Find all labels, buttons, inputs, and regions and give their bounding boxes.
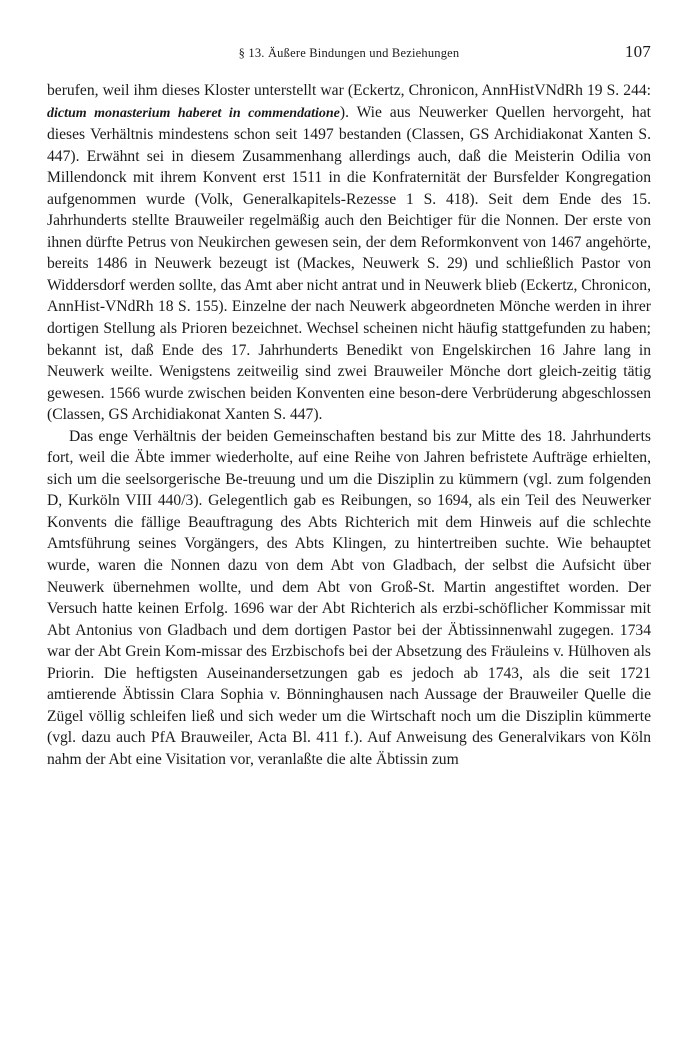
running-header: [47, 40, 651, 66]
paragraph-1-part-b: ). Wie aus Neuwerker Quellen hervorgeht, hat dieses Verhältnis mindestens schon seit 1497 bestanden (Classen, GS Archidiakonat Xanten S. 447). Erwähnt sei in diesem Zusammenhang allerdings auch, daß die Meisterin Odilia von Millendonck mit ihrem Konvent erst 1511 in die Konfraternität der Bursfelder Kongregation aufgenommen wurde (Volk, Generalkapitels-Rezesse 1 S. 418). Seit dem Ende des 15. Jahrhunderts stellte Brauweiler regelmäßig auch den Beichtiger für die Nonnen. Der erste von ihnen dürfte Petrus von Neukirchen gewesen sein, der dem Reformkonvent von 1467 angehörte, bereits 1486 in Neuwerk bezeugt ist (Mackes, Neuwerk S. 29) und schließlich Pastor von Widdersdorf werden sollte, das Amt aber nicht antrat und in Neuwerk blieb (Eckertz, Chronicon, AnnHist-VNdRh 18 S. 155). Einzelne der nach Neuwerk abgeordneten Mönche werden in ihrer dortigen Stellung als Prioren bezeichnet. Wechsel scheinen nicht häufig stattgefunden zu haben; bekannt ist, daß Ende des 17. Jahrhunderts Benedikt von Engelskirchen 16 Jahre lang in Neuwerk weilte. Wenigstens zeitweilig sind zwei Brauweiler Mönche dort gleich-zeitig tätig gewesen. 1566 wurde zwischen beiden Konventen eine beson-dere Verbrüderung abgeschlossen (Classen, GS Archidiakonat Xanten S. 447).: [47, 103, 651, 424]
page-number: 107: [624, 42, 651, 61]
paragraph-2: Das enge Verhältnis der beiden Gemeinschaften bestand bis zur Mitte des 18. Jahrhunderts fort, weil die Äbte immer wiederholte, auf eine Reihe von Jahren befristete Aufträge erhielten, sich um die seelsorgerische Be-treuung und um die Disziplin zu kümmern (vgl. zum folgenden D, Kurköln VIII 440/3). Gelegentlich gab es Reibungen, so 1694, als ein Teil des Neuwerker Konvents die fällige Beauftragung des Abts Richterich mit dem Hinweis auf die schlechte Amtsführung seines Vorgängers, des Abts Klingen, zu hintertreiben suchte. Wie behauptet wurde, waren die Nonnen dazu von dem Abt von Gladbach, der selbst die Aufsicht über Neuwerk übernehmen wollte, und dem Abt von Groß-St. Martin angestiftet worden. Der Versuch hatte keinen Erfolg. 1696 war der Abt Richterich als erzbi-schöflicher Kommissar mit Abt Antonius von Gladbach und dem dortigen Pastor bei der Äbtissinnenwahl zugegen. 1734 war der Abt Grein Kom-missar des Erzbischofs bei der Absetzung des Fräuleins v. Hülhoven als Priorin. Die heftigsten Auseinandersetzungen gab es jedoch ab 1743, als die seit 1721 amtierende Äbtissin Clara Sophia v. Bönninghausen nach Aussage der Brauweiler Quelle die Zügel völlig schleifen ließ und sich weder um die Wirtschaft noch um die Disziplin kümmerte (vgl. dazu auch PfA Brauweiler, Acta Bl. 411 f.). Auf Anweisung des Generalvikars von Köln nahm der Abt eine Visitation vor, veranlaßte die alte Äbtissin zum: [47, 427, 651, 768]
latin-quotation: dictum monasterium haberet in commendatione: [47, 105, 340, 121]
paragraph-1: [47, 80, 651, 426]
book-page: [47, 40, 651, 771]
section-title: § 13. Äußere Bindungen und Beziehungen: [238, 46, 460, 60]
paragraph-1-part-a: berufen, weil ihm dieses Kloster unterstellt war (Eckertz, Chronicon, AnnHistVNdRh 19 S. 244:: [47, 82, 651, 99]
body-text: [47, 80, 651, 771]
